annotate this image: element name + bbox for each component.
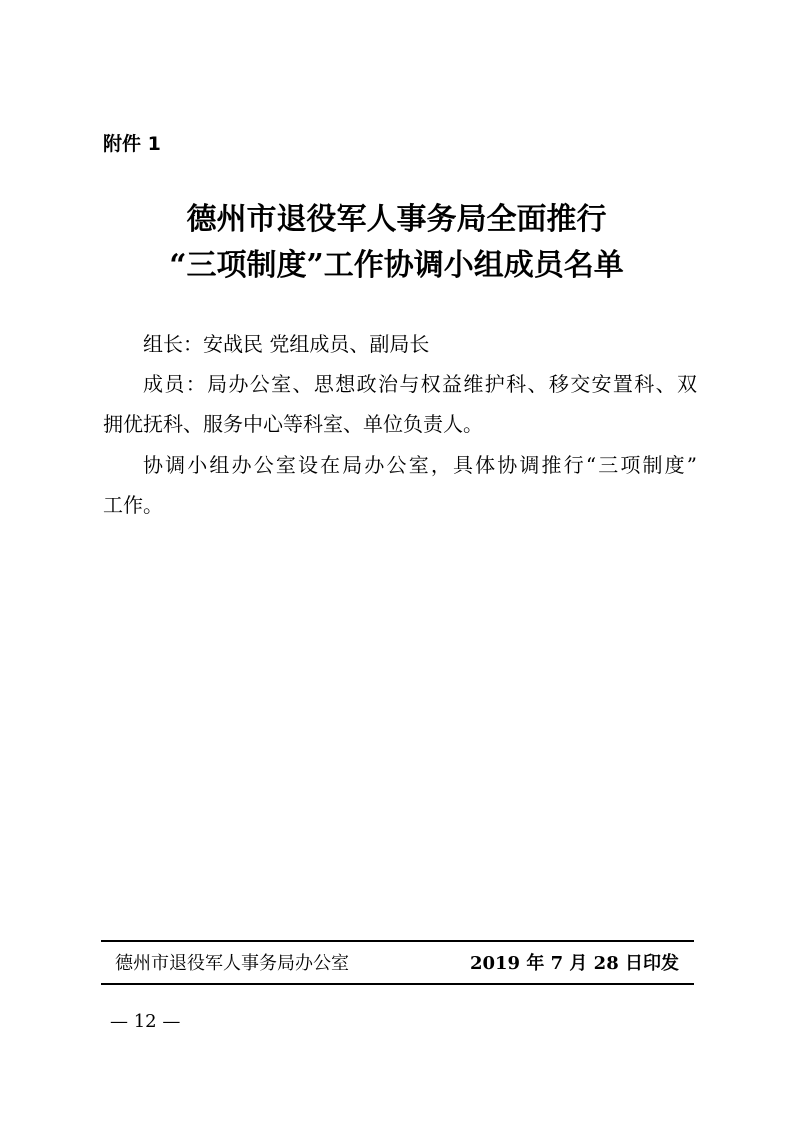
document-title-line-1: 德州市退役军人事务局全面推行	[186, 202, 607, 237]
leader-line: 组长：安战民 党组成员、副局长	[143, 332, 430, 356]
footer-top-rule	[101, 940, 694, 942]
footer-issue-date: 2019 年 7 月 28 日印发	[469, 953, 679, 974]
members-line-2: 拥优抚科、服务中心等科室、单位负责人。	[103, 412, 483, 436]
page-number: — 12 —	[110, 1011, 181, 1032]
members-line-1: 成员：局办公室、思想政治与权益维护科、移交安置科、双	[143, 372, 697, 396]
office-line-1: 协调小组办公室设在局办公室，具体协调推行“三项制度”	[143, 453, 697, 477]
document-title-line-2: “三项制度”工作协调小组成员名单	[169, 248, 624, 283]
attachment-label: 附件 1	[103, 133, 161, 155]
footer-issuer: 德州市退役军人事务局办公室	[115, 953, 349, 974]
footer-bottom-rule	[101, 983, 694, 985]
office-line-2: 工作。	[103, 493, 163, 517]
